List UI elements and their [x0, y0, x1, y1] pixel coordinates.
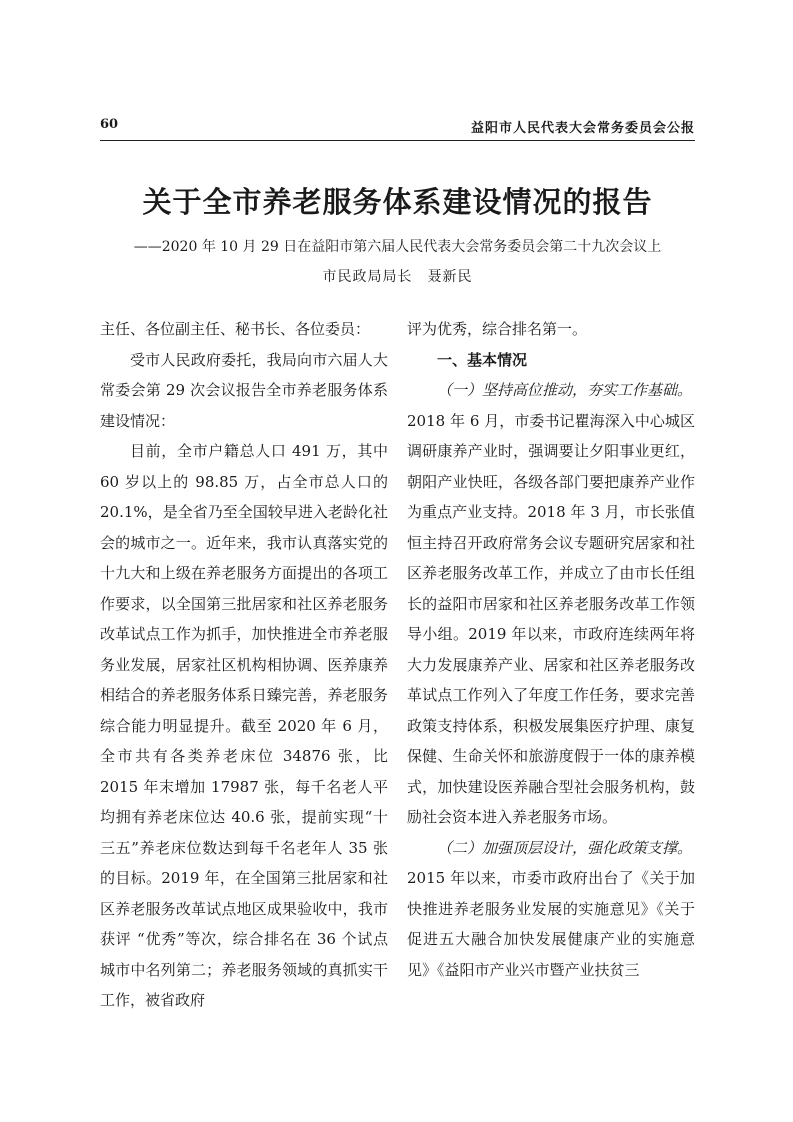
report-title: 关于全市养老服务体系建设情况的报告: [142, 185, 653, 219]
right-column: [407, 314, 695, 985]
journal-name: 益阳市人民代表大会常务委员会公报: [470, 121, 695, 136]
salutation: 主任、各位副主任、秘书长、各位委员：: [100, 320, 371, 338]
report-author: 市民政局局长 聂新民: [322, 269, 473, 285]
subsection-heading-2: （二）加强顶层设计，强化政策支撑。: [437, 838, 693, 857]
paragraph-continuation: 评为优秀，综合排名第一。: [407, 320, 588, 338]
page-number: 60: [100, 117, 119, 132]
section-heading-basic: 一、基本情况: [437, 350, 528, 369]
page-header: [100, 116, 695, 141]
paragraph-overview: 目前，全市户籍总人口 491 万，其中 60 岁以上的 98.85 万，占全市总人口的 20.1%，是全省乃至全国较早进入老龄化社会的城市之一。近年来，我市认真落实党的十九大和上级在养老服务方面提出的各项工作要求，以全国第三批居家和社区养老服务改革试点工作为抓手，加快推进全市养老服务业发展，居家社区机构相协调、医养康养相结合的养老服务体系日臻完善，养老服务综合能力明显提升。截至 2020 年 6 月，全市共有各类养老床位 34876 张，比 2015 年末增加 17987 张，每千名老人平均拥有养老床位达 40.6 张，提前实现“十三五”养老床位数达到每千名老年人 35 张的目标。2019 年，在全国第三批居家和社区养老服务改革试点地区成果验收中，我市获评 “优秀”等次，综合排名在 36 个试点城市中名列第二；养老服务领域的真抓实干工作，被省政府: [100, 442, 388, 1009]
report-subtitle: ——2020 年 10 月 29 日在益阳市第六届人民代表大会常务委员会第二十九次会议上: [133, 239, 662, 255]
subsection-body-2: 2015 年以来，市委市政府出台了《关于加快推进养老服务业发展的实施意见》《关于促进五大融合加快发展健康产业的实施意见》《益阳市产业兴市暨产业扶贫三: [407, 869, 695, 979]
left-column: [100, 314, 388, 1016]
subsection-body-1: 2018 年 6 月，市委书记瞿海深入中心城区调研康养产业时，强调要让夕阳事业更红，朝阳产业快旺，各级各部门要把康养产业作为重点产业支持。2018 年 3 月，市长张值恒主持召开政府常务会议专题研究居家和社区养老服务改革工作，并成立了由市长任组长的益阳市居家和社区养老服务改革工作领导小组。2019 年以来，市政府连续两年将大力发展康养产业、居家和社区养老服务改革试点工作列入了年度工作任务，要求完善政策支持体系，积极发展集医疗护理、康复保健、生命关怀和旅游度假于一体的康养模式，加快建设医养融合型社会服务机构，鼓励社会资本进入养老服务市场。: [407, 411, 695, 826]
paragraph-intro: 受市人民政府委托，我局向市六届人大常委会第 29 次会议报告全市养老服务体系建设情况：: [100, 350, 388, 430]
subsection-heading-1: （一）坚持高位推动，夯实工作基础。: [437, 381, 693, 399]
